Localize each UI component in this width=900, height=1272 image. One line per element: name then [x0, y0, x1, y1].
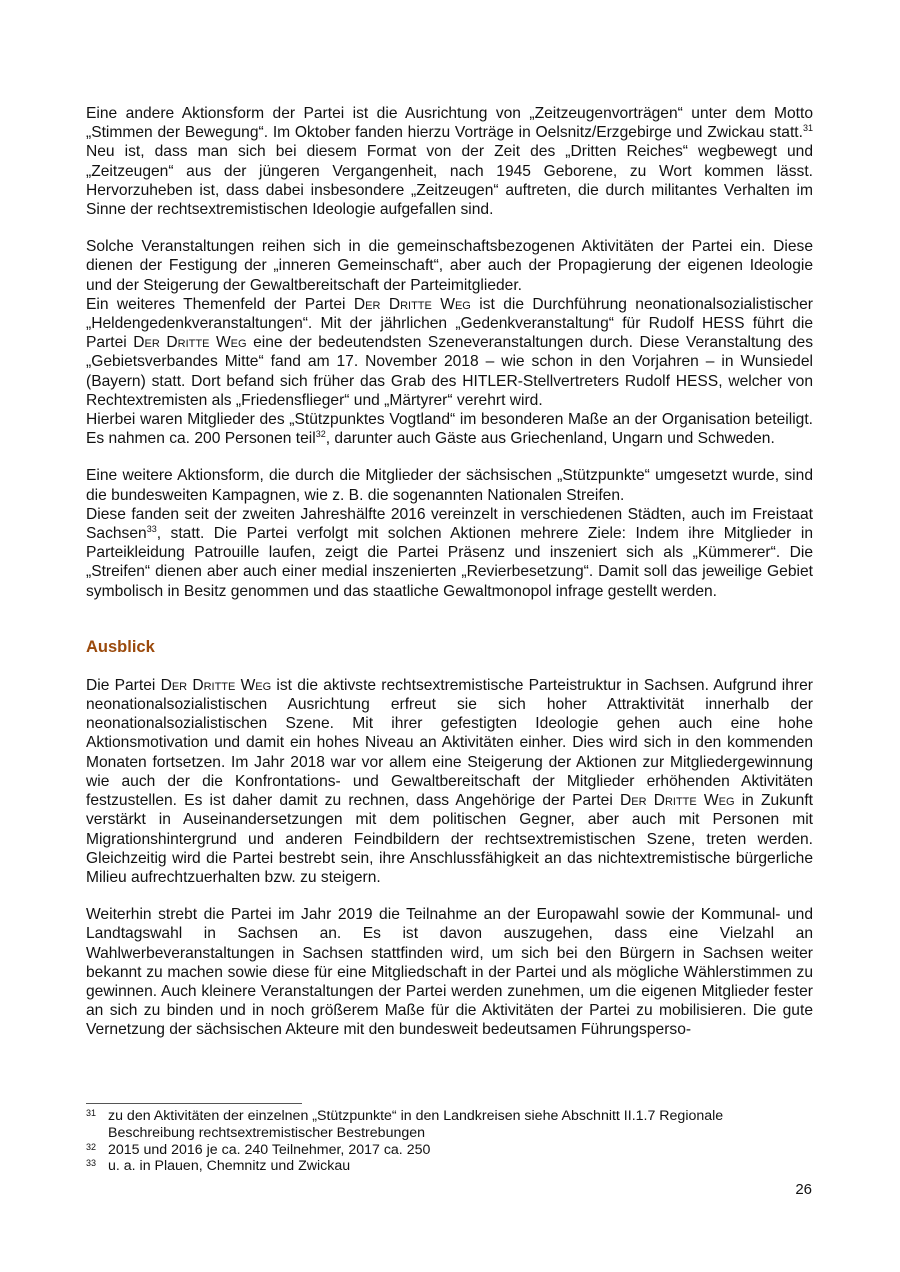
paragraph-zeitzeugen: [86, 104, 813, 219]
paragraph-text: , statt. Die Partei verfolgt mit solchen Aktionen mehrere Ziele: Indem ihre Mitglieder in Parteikleidung Patrouille laufen, zeigt die Partei Präsenz und inszeniert sich als „Kümmerer“. Die „Streifen“ dienen aber auch einer medial inszenierten „Revierbesetzung“. Damit soll das jeweilige Gebiet symbolisch in Besitz genommen und das staatliche Gewaltmonopol infrage gestellt werden.: [86, 525, 813, 600]
page-number: 26: [795, 1181, 812, 1198]
paragraph-text: ist die aktivste rechtsextremistische Parteistruktur in Sachsen. Aufgrund ihrer neonationalsozialistischen Ausrichtung erfreut sie sich hoher Attraktivität innerhalb der neonationalsozialistischen Szene. Mit ihrer gefestigten Ideologie gehen auch eine hohe Aktionsmotivation und damit ein hohes Niveau an Aktivitäten einher. Dies wird sich in den kommenden Monaten fortsetzen. Im Jahr 2018 war vor allem eine Steigerung der Aktionen zur Mitgliedergewinnung wie auch der die Konfrontations- und Gewaltbereitschaft der Mitglieder erhöhenden Aktivitäten festzustellen. Es ist daher damit zu rechnen, dass Angehörige der Partei: [86, 676, 813, 810]
paragraph-gemeinschaft: Solche Veranstaltungen reihen sich in die gemeinschaftsbezogenen Aktivitäten der Partei ein. Diese dienen der Festigung der „inneren Gemeinschaft“, aber auch der Propagierung der eigenen Ideologie und der Steigerung der Gewaltbereitschaft der Parteimitglieder.: [86, 238, 813, 294]
paragraph-vogtland: [86, 410, 813, 448]
paragraph-gap: [86, 219, 813, 237]
party-name: Der Dritte Weg: [353, 295, 471, 313]
section-heading-ausblick: Ausblick: [86, 637, 155, 656]
footnote-ref-33[interactable]: 33: [146, 523, 157, 534]
section-gap: [86, 601, 813, 637]
paragraph-kampagnen: Eine weitere Aktionsform, die durch die Mitglieder der sächsischen „Stützpunkte“ umgesetzt wurde, sind die bundesweiten Kampagnen, wie z. B. die sogenannten Nationalen Streifen.: [86, 467, 813, 504]
paragraph-text: Eine andere Aktionsform der Partei ist die Ausrichtung von „Zeitzeugenvorträgen“ unter dem Motto „Stimmen der Bewegung“. Im Oktober fanden hierzu Vorträge in Oelsnitz/Erzgebirge und Zwickau statt.: [86, 105, 813, 142]
paragraph-gap: [86, 448, 813, 466]
paragraph-heldengedenken: [86, 295, 813, 410]
paragraph-gap: [86, 657, 813, 676]
paragraph-text: in Zukunft verstärkt in Auseinandersetzungen mit dem politischen Gegner, aber auch mit Personen mit Migrationshintergrund und anderen Feindbildern der rechtsextremistischen Szene, treten werden. Gleichzeitig wird die Partei bestrebt sein, ihre Anschlussfähigkeit an das nichtextremistische bürgerliche Milieu aufrechtzuerhalten bzw. zu steigern.: [86, 792, 814, 886]
footnote-31: [86, 1108, 813, 1142]
footnote-33: [86, 1158, 813, 1175]
paragraph-ausblick: [86, 676, 813, 887]
footnote-text: 2015 und 2016 je ca. 240 Teilnehmer, 2017 ca. 250: [108, 1141, 431, 1158]
paragraph-text: ist die Durchführung neonationalsozialistischer „Heldengedenkveranstaltungen“. Mit der jährlichen „Gedenkveranstaltung“ für Rudolf HESS führt die Partei: [86, 295, 813, 352]
body-text: [86, 104, 813, 1040]
footnote-number: 32: [86, 1141, 97, 1152]
paragraph-text: Hierbei waren Mitglieder des „Stützpunktes Vogtland“ im besonderen Maße an der Organisation beteiligt. Es nahmen ca. 200 Personen teil: [86, 411, 813, 448]
party-name: Der Dritte Weg: [160, 676, 272, 694]
footnote-number: 33: [86, 1158, 97, 1169]
footnote-text: zu den Aktivitäten der einzelnen „Stützpunkte“ in den Landkreisen siehe Abschnitt II.1.7 Regionale Beschreibung rechtsextremistischer Bestrebungen: [108, 1108, 724, 1141]
footnote-number: 31: [86, 1108, 97, 1118]
party-name: Der Dritte Weg: [619, 792, 735, 810]
paragraph-text: Neu ist, dass man sich bei diesem Format von der Zeit des „Dritten Reiches“ wegbewegt und „Zeitzeugen“ aus der jüngeren Vergangenheit, nach 1945 Geborene, zu Wort kommen lässt. Hervorzuheben ist, dass dabei insbesondere „Zeitzeugen“ auftreten, die durch militantes Verhalten im Sinne der rechtsextremistischen Ideologie aufgefallen sind.: [86, 143, 813, 219]
paragraph-streifen: [86, 505, 813, 601]
footnotes: [86, 1108, 813, 1175]
footnote-text: u. a. in Plauen, Chemnitz und Zwickau: [108, 1158, 351, 1175]
paragraph-wahlen: Weiterhin strebt die Partei im Jahr 2019 die Teilnahme an der Europawahl sowie der Kommunal- und Landtagswahl in Sachsen an. Es ist davon auszugehen, dass eine Vielzahl an Wahlwerbeveranstaltungen in Sachsen stattfinden wird, um sich bei den Bürgern in Sachsen weiter bekannt zu machen sowie diese für eine Mitgliedschaft in der Partei und als mögliche Wählerstimmen zu gewinnen. Auch kleinere Veranstaltungen der Partei werden zunehmen, um die eigenen Mitglieder fester an sich zu binden und in noch größerem Maße für die Aktivitäten der Partei zu mobilisieren. Die gute Vernetzung der sächsischen Akteure mit den bundesweit bedeutsamen Führungsperso-: [86, 906, 813, 1039]
footnote-ref-31[interactable]: 31: [802, 123, 813, 134]
paragraph-text: Die Partei: [86, 676, 161, 694]
footnote-32: [86, 1142, 813, 1159]
paragraph-gap: [86, 887, 813, 905]
footnote-separator: [86, 1103, 302, 1104]
paragraph-text: eine der bedeutendsten Szeneveranstaltungen durch. Diese Veranstaltung des „Gebietsverbandes Mitte“ fand am 17. November 2018 – wie schon in den Vorjahren – in Wunsiedel (Bayern) statt. Dort befand sich früher das Grab des HITLER-Stellvertreters Rudolf HESS, welcher von Rechtextremisten als „Friedensflieger“ und „Märtyrer“ verehrt wird.: [86, 334, 813, 409]
paragraph-text: , darunter auch Gäste aus Griechenland, Ungarn und Schweden.: [325, 430, 775, 448]
paragraph-text: Diese fanden seit der zweiten Jahreshälfte 2016 vereinzelt in verschiedenen Städten, auch im Freistaat Sachsen: [86, 505, 813, 543]
paragraph-text: Ein weiteres Themenfeld der Partei: [86, 295, 354, 313]
footnote-ref-32[interactable]: 32: [315, 429, 326, 440]
party-name: Der Dritte Weg: [133, 334, 247, 352]
